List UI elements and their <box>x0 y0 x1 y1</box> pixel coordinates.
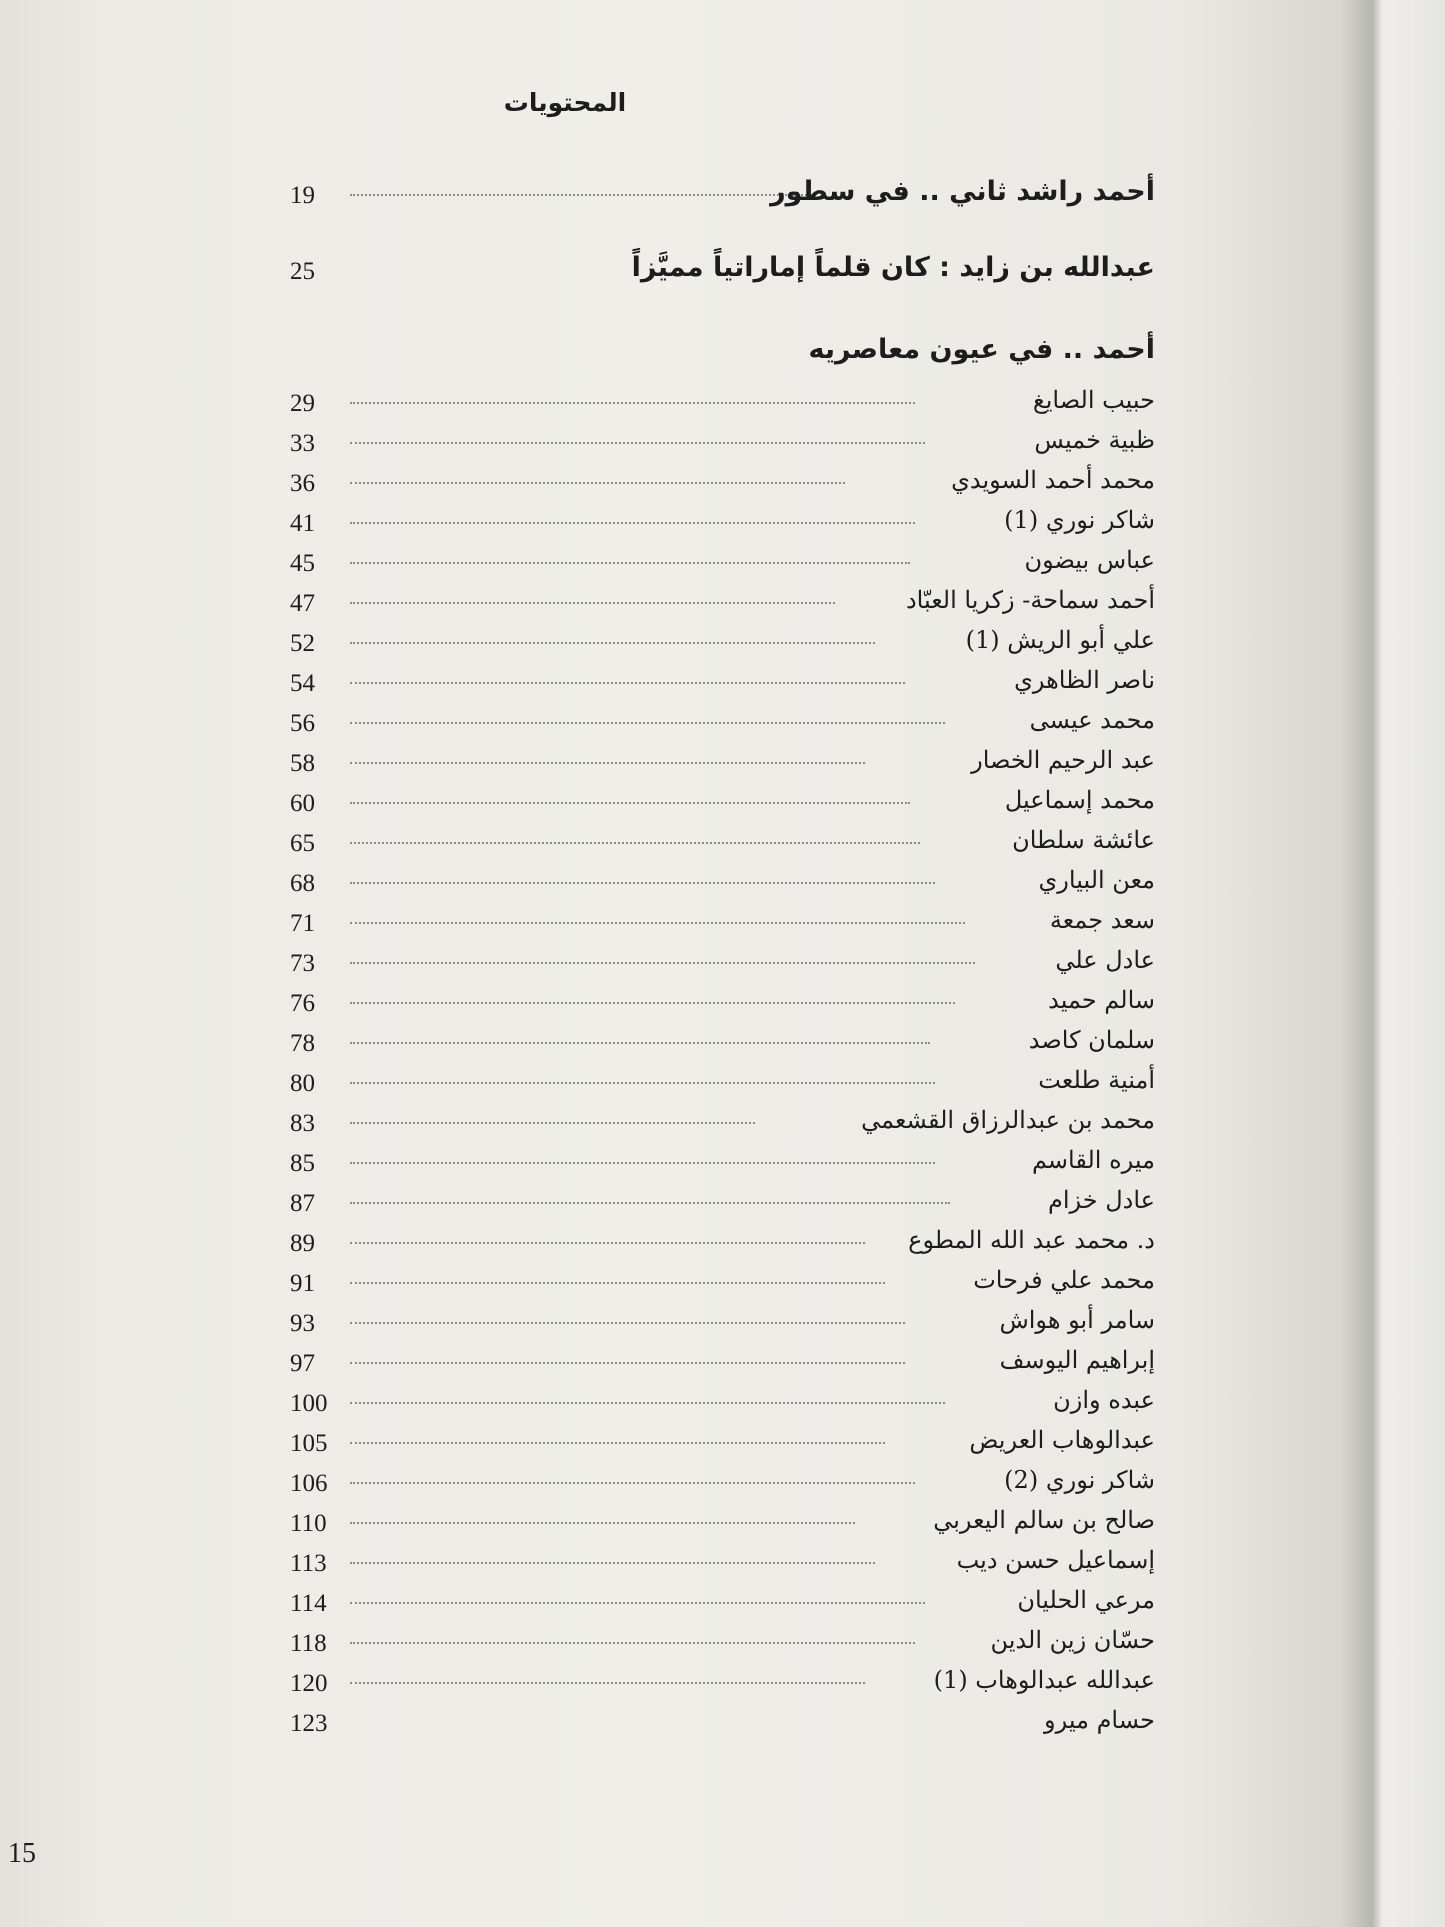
toc-section-label: أحمد .. في عيون معاصريه <box>808 334 1155 365</box>
toc-section <box>290 248 1155 288</box>
toc-entry-label: محمد علي فرحات <box>973 1266 1155 1294</box>
toc-entry <box>290 1500 1155 1540</box>
toc-entry <box>290 700 1155 740</box>
toc-entry <box>290 1180 1155 1220</box>
toc-entry <box>290 580 1155 620</box>
toc-entry <box>290 380 1155 420</box>
toc-entry <box>290 1220 1155 1260</box>
toc-entry-label: سامر أبو هواش <box>999 1306 1155 1334</box>
toc-entry-label: عبده وازن <box>1053 1386 1155 1414</box>
toc-entry-label: محمد أحمد السويدي <box>951 466 1155 494</box>
leader-dots <box>350 762 865 764</box>
toc-page-number: 120 <box>290 1670 328 1697</box>
leader-dots <box>350 602 835 604</box>
toc-page-number: 60 <box>290 790 315 817</box>
toc-entry-label: شاكر نوري (2) <box>1004 1466 1155 1494</box>
toc-page-number: 123 <box>290 1710 328 1737</box>
leader-dots <box>350 1682 865 1684</box>
toc-entry <box>290 1100 1155 1140</box>
toc-page-number: 36 <box>290 470 315 497</box>
toc-page-number: 68 <box>290 870 315 897</box>
toc-page-number: 41 <box>290 510 315 537</box>
toc-entry-label: أمنية طلعت <box>1038 1066 1155 1094</box>
toc-page-number: 78 <box>290 1030 315 1057</box>
toc-entry <box>290 1340 1155 1380</box>
toc-page-number: 56 <box>290 710 315 737</box>
leader-dots <box>350 922 965 924</box>
leader-dots <box>350 1402 945 1404</box>
leader-dots <box>350 1002 955 1004</box>
toc-entry-label: عادل علي <box>1055 946 1155 974</box>
leader-dots <box>350 1122 755 1124</box>
toc-entry-label: عائشة سلطان <box>1012 826 1155 854</box>
toc-entry <box>290 420 1155 460</box>
toc-entry <box>290 660 1155 700</box>
leader-dots <box>350 1282 885 1284</box>
toc-page-number: 118 <box>290 1630 327 1657</box>
toc-entry-label: عبدالوهاب العريض <box>969 1426 1155 1454</box>
toc-entry <box>290 1580 1155 1620</box>
toc-entry-label: حسّان زين الدين <box>990 1626 1155 1654</box>
toc-entry <box>290 1420 1155 1460</box>
leader-dots <box>350 642 875 644</box>
toc-page-number: 91 <box>290 1270 315 1297</box>
toc-section-label: أحمد راشد ثاني .. في سطور <box>770 176 1155 207</box>
toc-page-number: 29 <box>290 390 315 417</box>
toc-page-number: 71 <box>290 910 315 937</box>
leader-dots <box>350 1562 875 1564</box>
toc-entry-label: محمد إسماعيل <box>1004 786 1155 814</box>
toc-entry <box>290 860 1155 900</box>
leader-dots <box>350 1522 855 1524</box>
toc-entry-label: سالم حميد <box>1048 986 1155 1014</box>
toc-page-number: 76 <box>290 990 315 1017</box>
leader-dots <box>350 1162 935 1164</box>
toc-entry <box>290 1540 1155 1580</box>
leader-dots <box>350 1202 950 1204</box>
toc-page-number: 110 <box>290 1510 327 1537</box>
toc-entry-label: إبراهيم اليوسف <box>999 1346 1155 1374</box>
page-number: 15 <box>8 1838 36 1869</box>
leader-dots <box>350 1242 865 1244</box>
toc-entry-label: علي أبو الريش (1) <box>965 626 1155 654</box>
leader-dots <box>350 842 920 844</box>
toc-entry-label: حسام ميرو <box>1044 1706 1155 1734</box>
leader-dots <box>350 442 925 444</box>
toc-entry-label: شاكر نوري (1) <box>1004 506 1155 534</box>
leader-dots <box>350 1362 905 1364</box>
contents-title: المحتويات <box>503 88 627 117</box>
toc-page-number: 89 <box>290 1230 315 1257</box>
toc-entry-label: صالح بن سالم اليعربي <box>933 1506 1155 1534</box>
toc-entry <box>290 1060 1155 1100</box>
leader-dots <box>350 1322 905 1324</box>
toc-page-number: 52 <box>290 630 315 657</box>
toc-entry-label: ميره القاسم <box>1031 1146 1155 1174</box>
toc-entry <box>290 1660 1155 1700</box>
toc-page-number: 93 <box>290 1310 315 1337</box>
toc-entry <box>290 540 1155 580</box>
toc-entry <box>290 780 1155 820</box>
leader-dots <box>350 682 905 684</box>
leader-dots <box>350 522 915 524</box>
toc-page-number: 54 <box>290 670 315 697</box>
toc-entry-label: معن البياري <box>1038 866 1155 894</box>
toc-entry-label: حبيب الصايغ <box>1032 386 1155 414</box>
toc-section <box>290 330 1155 370</box>
leader-dots <box>350 882 935 884</box>
toc-page-number: 33 <box>290 430 315 457</box>
toc-entry-label: ظبية خميس <box>1034 426 1155 454</box>
toc-entry-label: محمد عيسى <box>1029 706 1155 734</box>
toc-page-number: 73 <box>290 950 315 977</box>
toc-entry-label: د. محمد عبد الله المطوع <box>908 1226 1155 1254</box>
toc-section-label: عبدالله بن زايد : كان قلماً إماراتياً مميَّزاً <box>631 252 1155 283</box>
toc-page-number: 65 <box>290 830 315 857</box>
toc-page-number: 97 <box>290 1350 315 1377</box>
leader-dots <box>350 1042 930 1044</box>
leader-dots <box>350 1642 915 1644</box>
toc-entry <box>290 1260 1155 1300</box>
leader-dots <box>350 1082 935 1084</box>
toc-entry-label: سعد جمعة <box>1049 906 1155 934</box>
toc-page-number: 83 <box>290 1110 315 1137</box>
toc-entry-label: ناصر الظاهري <box>1014 666 1155 694</box>
toc-page-number: 87 <box>290 1190 315 1217</box>
toc-entry <box>290 620 1155 660</box>
toc-page-number: 25 <box>290 258 315 285</box>
leader-dots <box>350 962 975 964</box>
toc-entry <box>290 1620 1155 1660</box>
toc-entry-label: مرعي الحليان <box>1017 1586 1155 1614</box>
toc-entry <box>290 740 1155 780</box>
toc-entry <box>290 460 1155 500</box>
toc-page-number: 113 <box>290 1550 327 1577</box>
toc-page-number: 45 <box>290 550 315 577</box>
toc-page-number: 114 <box>290 1590 327 1617</box>
toc-entry-label: إسماعيل حسن ديب <box>956 1546 1155 1574</box>
leader-dots <box>350 1602 925 1604</box>
toc-page-number: 58 <box>290 750 315 777</box>
toc-page-number: 100 <box>290 1390 328 1417</box>
toc-entry-label: عبد الرحيم الخصار <box>971 746 1155 774</box>
toc-entry <box>290 500 1155 540</box>
toc-entry-label: محمد بن عبدالرزاق القشعمي <box>861 1106 1155 1134</box>
leader-dots <box>350 562 910 564</box>
toc-entry <box>290 1140 1155 1180</box>
toc-page-number: 106 <box>290 1470 328 1497</box>
leader-dots <box>350 194 815 196</box>
toc-page-number: 47 <box>290 590 315 617</box>
toc-entry <box>290 1300 1155 1340</box>
toc-page-number: 19 <box>290 182 315 209</box>
leader-dots <box>350 722 945 724</box>
toc-entry-label: عادل خزام <box>1048 1186 1155 1214</box>
toc-entry-label: عباس بيضون <box>1024 546 1155 574</box>
toc-entry <box>290 1020 1155 1060</box>
leader-dots <box>350 1442 885 1444</box>
toc-section <box>290 172 1155 212</box>
toc-page-number: 85 <box>290 1150 315 1177</box>
toc-entry <box>290 980 1155 1020</box>
toc-entry-label: عبدالله عبدالوهاب (1) <box>933 1666 1155 1694</box>
toc-entry <box>290 1460 1155 1500</box>
toc-entry <box>290 1380 1155 1420</box>
toc-entry-label: أحمد سماحة- زكريا العبّاد <box>905 586 1155 614</box>
toc-entry <box>290 820 1155 860</box>
toc-page-number: 105 <box>290 1430 328 1457</box>
leader-dots <box>350 802 910 804</box>
leader-dots <box>350 1482 915 1484</box>
toc-page-number: 80 <box>290 1070 315 1097</box>
toc-entry-label: سلمان كاصد <box>1028 1026 1155 1054</box>
leader-dots <box>350 482 845 484</box>
toc-entry <box>290 900 1155 940</box>
toc-entry <box>290 1700 1155 1740</box>
leader-dots <box>350 402 915 404</box>
toc-entry <box>290 940 1155 980</box>
